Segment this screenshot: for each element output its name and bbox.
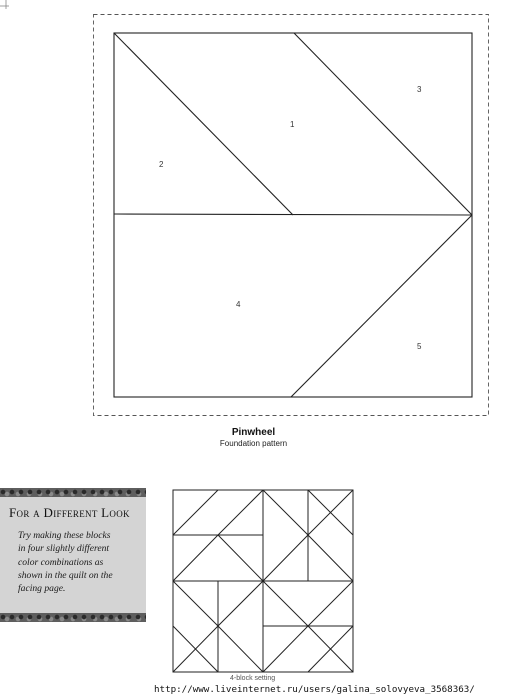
sidebar-line: Try making these blocks xyxy=(18,530,111,541)
piece-number-3: 3 xyxy=(417,85,422,94)
piece-number-1: 1 xyxy=(290,120,295,129)
pattern-subtitle: Foundation pattern xyxy=(219,439,288,448)
setting-caption: 4-block setting xyxy=(230,675,276,682)
foundation-pattern-drawing xyxy=(93,14,489,416)
piece-number-2: 2 xyxy=(159,160,164,169)
sidebar-body xyxy=(18,529,142,595)
pattern-title: Pinwheel xyxy=(231,427,276,438)
block-top-left xyxy=(173,490,263,581)
tip-sidebar xyxy=(0,488,146,622)
floral-border-top xyxy=(0,488,146,497)
piece-number-4: 4 xyxy=(236,300,241,309)
seam-line xyxy=(114,214,472,215)
seam-line xyxy=(291,215,472,397)
corner-crop-mark xyxy=(0,0,12,12)
foundation-pattern xyxy=(93,14,489,416)
sidebar-line: shown in the quilt on the xyxy=(18,569,113,581)
sidebar-line: color combinations as xyxy=(18,556,104,568)
block-top-right xyxy=(263,490,353,581)
block-bottom-right xyxy=(263,581,353,672)
sidebar-line: in four slightly different xyxy=(18,543,110,555)
piece-number-5: 5 xyxy=(417,342,422,351)
sidebar-line: facing page. xyxy=(18,583,66,595)
four-block-setting-diagram xyxy=(172,489,354,673)
sidebar-heading: For a Different Look xyxy=(9,505,130,520)
seam-line xyxy=(114,33,293,215)
seam-line xyxy=(294,33,472,215)
floral-border-bottom xyxy=(0,613,146,622)
block-bottom-left xyxy=(173,581,263,672)
watermark-url: http://www.liveinternet.ru/users/galina_solovyeva_3568363/ xyxy=(154,684,475,695)
